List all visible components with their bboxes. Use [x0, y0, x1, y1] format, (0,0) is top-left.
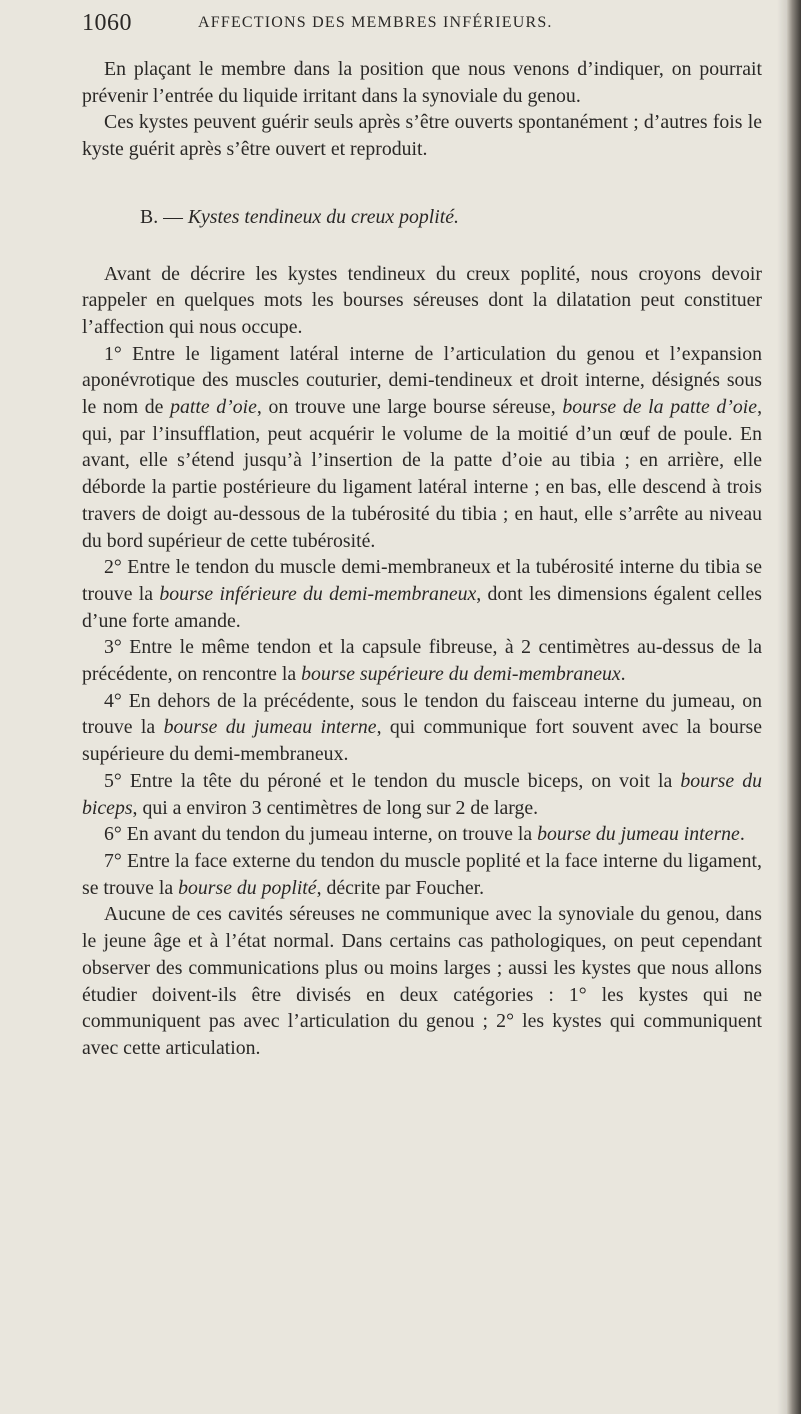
- page-edge: [787, 0, 801, 1414]
- text-run: , qui, par l’insufflation, peut acquérir le volume de la moitié d’un œuf de poule. En avant, elle s’étend jusqu’à l’insertion de la patte d’oie au tibia ; en arrière, elle déborde la partie postérieure du ligament latéral interne ; en bas, elle descend à trois travers de doigt au-dessous de la tubérosité du tibia ; en haut, elle s’arrête au niveau du bord supérieur de cette tubérosité.: [82, 396, 763, 552]
- paragraph: [82, 688, 762, 768]
- text-run: , qui communique fort souvent avec la bourse supérieure du demi-membraneux.: [82, 716, 763, 766]
- section-heading: [140, 204, 762, 231]
- paragraph: [82, 341, 762, 555]
- text-run: .: [620, 663, 626, 686]
- paragraph: En plaçant le membre dans la position que nous venons d’indiquer, on pourrait prévenir l’entrée du liquide irritant dans la synoviale du genou.: [82, 58, 762, 107]
- italic-term: bourse inférieure du demi-membraneux: [159, 582, 477, 605]
- paragraph: [82, 634, 762, 687]
- paragraph: [82, 821, 762, 848]
- section-title: Kystes tendineux du creux poplité.: [187, 205, 459, 228]
- paragraph: Aucune de ces cavités séreuses ne communique avec la synoviale du genou, dans le jeune âge et à l’état normal. Dans certains cas pathologiques, on peut cependant observer des communications plus ou moins larges ; aussi les kystes que nous allons étudier doivent-ils être divisés en deux catégories : 1° les kystes qui ne communiquent pas avec l’articulation du genou ; 2° les kystes qui communiquent avec cette articulation.: [82, 903, 762, 1059]
- gutter-shadow: [777, 0, 787, 1414]
- text-run: 7° Entre la face externe du tendon du muscle poplité et la face interne du ligament, se trouve la: [82, 849, 762, 899]
- italic-term: bourse du jumeau interne: [537, 823, 740, 846]
- body-text: [82, 56, 762, 1062]
- italic-term: bourse du jumeau interne: [163, 716, 377, 739]
- italic-term: patte d’oie: [170, 396, 257, 419]
- text-run: , dont les dimensions égalent celles d’une forte amande.: [82, 582, 763, 632]
- text-run: 6° En avant du tendon du jumeau interne, on trouve la: [104, 823, 538, 846]
- page-number: 1060: [82, 10, 132, 36]
- text-run: .: [739, 823, 745, 846]
- section-label: B. —: [140, 205, 188, 228]
- paragraph: [82, 848, 762, 901]
- text-run: , décrite par Foucher.: [316, 876, 485, 899]
- page-header: [82, 10, 762, 50]
- text-run: , qui a environ 3 centimètres de long sur 2 de large.: [132, 796, 539, 819]
- italic-term: bourse de la patte d’oie: [562, 396, 758, 419]
- paragraph: Avant de décrire les kystes tendineux du creux poplité, nous croyons devoir rappeler en quelques mots les bourses séreuses dont la dilatation peut constituer l’affection qui nous occupe.: [82, 262, 762, 338]
- text-run: 4° En dehors de la précédente, sous le tendon du faisceau interne du jumeau, on trouve la: [82, 689, 762, 739]
- paragraph: Ces kystes peuvent guérir seuls après s’être ouverts spontanément ; d’autres fois le kyste guérit après s’être ouvert et reproduit.: [82, 111, 762, 161]
- running-head: AFFECTIONS DES MEMBRES INFÉRIEURS.: [198, 14, 553, 31]
- text-run: 2° Entre le tendon du muscle demi-membraneux et la tubérosité interne du tibia se trouve la: [82, 556, 762, 605]
- paragraph: [82, 554, 762, 634]
- italic-term: bourse supérieure du demi-membraneux: [301, 663, 621, 686]
- italic-term: bourse du poplité: [178, 876, 317, 899]
- italic-term: bourse du biceps: [82, 769, 762, 819]
- text-run: 3° Entre le même tendon et la capsule fibreuse, à 2 centimètres au-dessus de la précédente, on rencontre la: [82, 636, 762, 686]
- paragraph: [82, 768, 762, 821]
- text-run: , on trouve une large bourse séreuse,: [256, 396, 563, 419]
- text-run: 1° Entre le ligament latéral interne de l’articulation du genou et l’expansion aponévrotique des muscles couturier, demi-tendineux et droit interne, désignés sous le nom de: [82, 342, 762, 419]
- text-run: 5° Entre la tête du péroné et le tendon du muscle biceps, on voit la: [104, 769, 681, 792]
